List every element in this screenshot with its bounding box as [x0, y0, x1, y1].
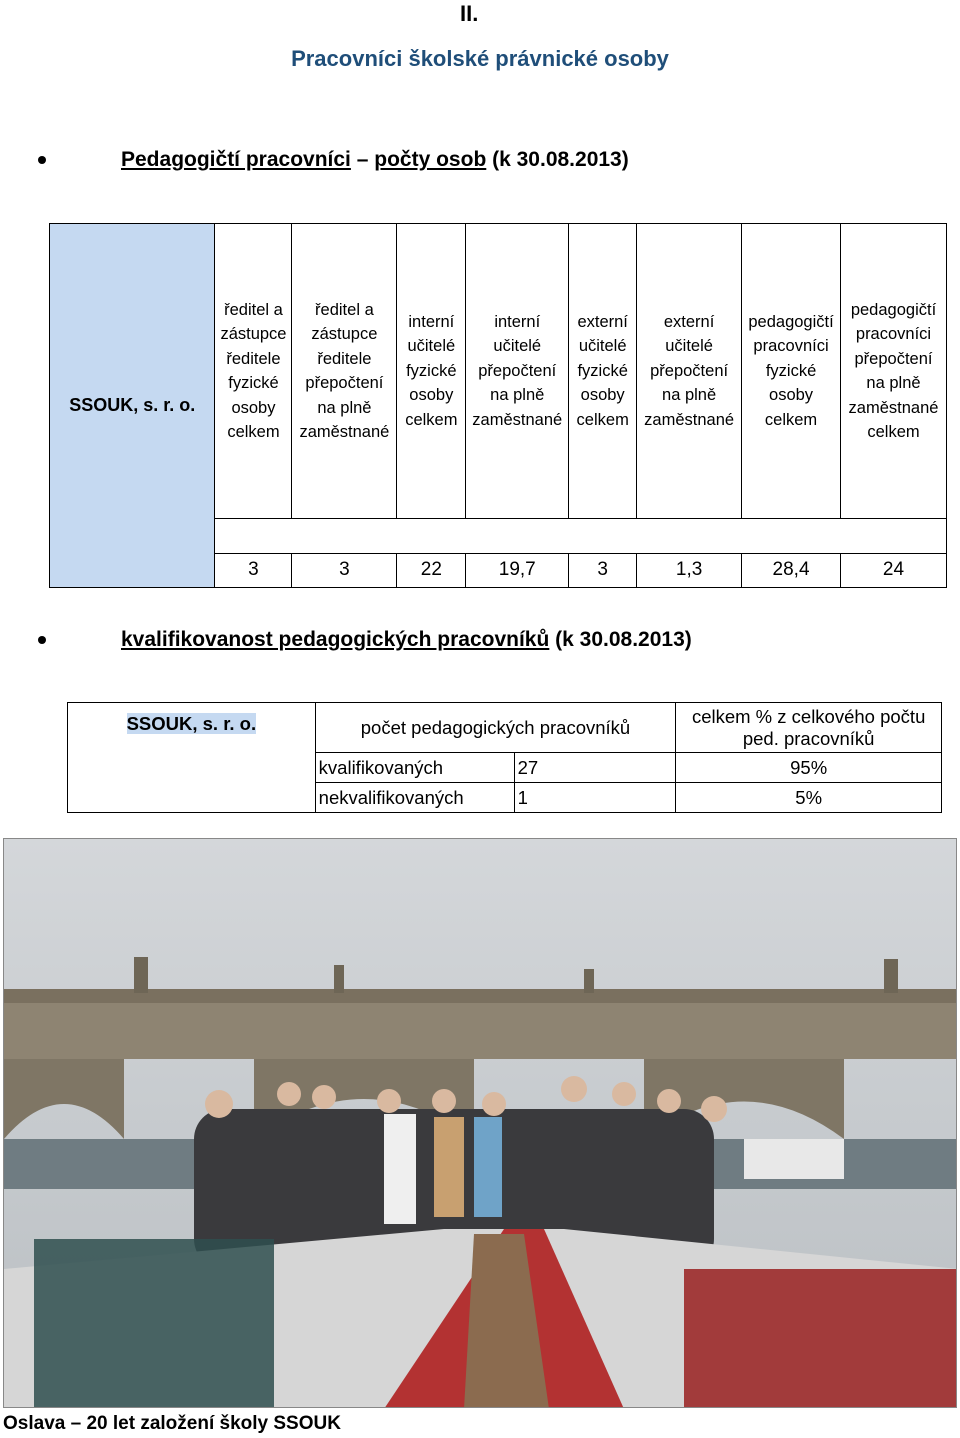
value-cell: 24: [841, 554, 947, 588]
bullet-text: [121, 146, 629, 174]
pct-header-line: ped. pracovníků: [742, 727, 875, 749]
header-line: na plně: [490, 386, 545, 405]
header-line: externí: [663, 312, 715, 331]
header-cell: [466, 224, 569, 519]
value-cell: 19,7: [466, 554, 569, 588]
value-cell: 22: [397, 554, 466, 588]
header-line: zaměstnané: [472, 410, 563, 429]
pct-header-line: celkem % z celkového počtu: [691, 705, 926, 727]
bullet-icon: [38, 636, 46, 644]
deck-chairs: [34, 1239, 274, 1408]
bullet-text: [121, 626, 692, 654]
row-pct: 95%: [676, 753, 942, 783]
header-line: učitelé: [493, 337, 542, 356]
bullet-text-dash: –: [350, 148, 375, 171]
header-line: zaměstnané: [299, 423, 390, 441]
header-line: přepočtení: [305, 374, 384, 392]
header-line: na plně: [866, 374, 921, 392]
header-cell: [742, 224, 841, 519]
header-cell: [841, 224, 947, 519]
qualification-table: [67, 702, 942, 813]
bridge-deck: [4, 999, 957, 1059]
header-line: pedagogičtí: [748, 312, 834, 331]
photo-illustration: [4, 839, 957, 1408]
header-line: zaměstnané: [848, 398, 939, 417]
row-count: 27: [514, 753, 676, 783]
value-cell: 28,4: [742, 554, 841, 588]
header-line: celkem: [576, 410, 629, 429]
row-count: 1: [514, 783, 676, 813]
header-cell: [397, 224, 466, 519]
staff-count-table: [49, 223, 947, 588]
header-line: celkem: [867, 423, 920, 441]
pct-header: [676, 703, 942, 753]
header-cell: [292, 224, 397, 519]
row-label: nekvalifikovaných: [315, 783, 514, 813]
header-line: učitelé: [407, 337, 456, 356]
spacer-cell: [215, 519, 947, 554]
value-cell: 3: [569, 554, 637, 588]
header-line: učitelé: [578, 337, 627, 356]
header-line: přepočtení: [650, 361, 729, 380]
row-pct: 5%: [676, 783, 942, 813]
header-line: osoby: [769, 386, 814, 405]
org-name: SSOUK, s. r. o.: [69, 395, 196, 416]
header-line: zástupce: [311, 325, 378, 343]
bullet-qualification: [38, 626, 692, 654]
header-line: ředitel a: [224, 300, 283, 319]
bullet-icon: [38, 156, 46, 164]
header-line: fyzické: [228, 374, 279, 392]
header-line: interní: [494, 312, 541, 331]
org-name-cell: [50, 224, 215, 588]
org-name-cell: [68, 703, 316, 813]
header-cell: [569, 224, 637, 519]
header-line: zaměstnané: [644, 410, 735, 429]
bullet-text-part: kvalifikovanost pedagogických pracovníků: [121, 628, 550, 651]
header-line: zástupce: [220, 325, 287, 343]
header-line: na plně: [662, 386, 717, 405]
header-line: pracovníci: [855, 325, 932, 343]
chapter-number: II.: [460, 1, 479, 26]
header-line: osoby: [231, 398, 276, 417]
bullet-staff-counts: [38, 146, 629, 174]
header-line: celkem: [405, 410, 458, 429]
header-line: ředitele: [317, 349, 372, 368]
count-header: počet pedagogických pracovníků: [315, 703, 676, 753]
header-line: přepočtení: [478, 361, 557, 380]
header-line: fyzické: [577, 361, 628, 380]
row-label: kvalifikovaných: [315, 753, 514, 783]
section-heading: Pracovníci školské právnické osoby: [291, 46, 669, 71]
header-line: ředitele: [226, 349, 281, 368]
header-line: osoby: [409, 386, 454, 405]
boat-deck: [4, 1229, 957, 1408]
bullet-text-date: (k 30.08.2013): [549, 628, 692, 651]
header-line: pedagogičtí: [850, 300, 937, 319]
value-cell: 3: [292, 554, 397, 588]
header-line: učitelé: [665, 337, 713, 356]
header-line: fyzické: [765, 361, 817, 380]
bullet-text-part: Pedagogičtí pracovníci: [121, 148, 351, 171]
bullet-text-part: počty osob: [374, 148, 487, 171]
header-cell: [215, 224, 292, 519]
header-line: interní: [408, 312, 455, 331]
header-line: osoby: [580, 386, 625, 405]
header-cell: [637, 224, 742, 519]
header-line: fyzické: [406, 361, 457, 380]
header-line: celkem: [227, 423, 280, 441]
group-photo: [3, 838, 957, 1408]
header-line: na plně: [317, 398, 372, 417]
org-name: SSOUK, s. r. o.: [126, 713, 257, 734]
header-line: externí: [577, 312, 628, 331]
header-line: ředitel a: [315, 300, 374, 319]
value-cell: 3: [215, 554, 292, 588]
boat: [744, 1139, 844, 1179]
value-cell: 1,3: [637, 554, 742, 588]
header-line: přepočtení: [854, 349, 933, 368]
photo-caption: Oslava – 20 let založení školy SSOUK: [3, 1413, 341, 1434]
header-line: pracovníci: [753, 337, 829, 356]
header-line: celkem: [764, 410, 818, 429]
bullet-text-date: (k 30.08.2013): [486, 148, 629, 171]
